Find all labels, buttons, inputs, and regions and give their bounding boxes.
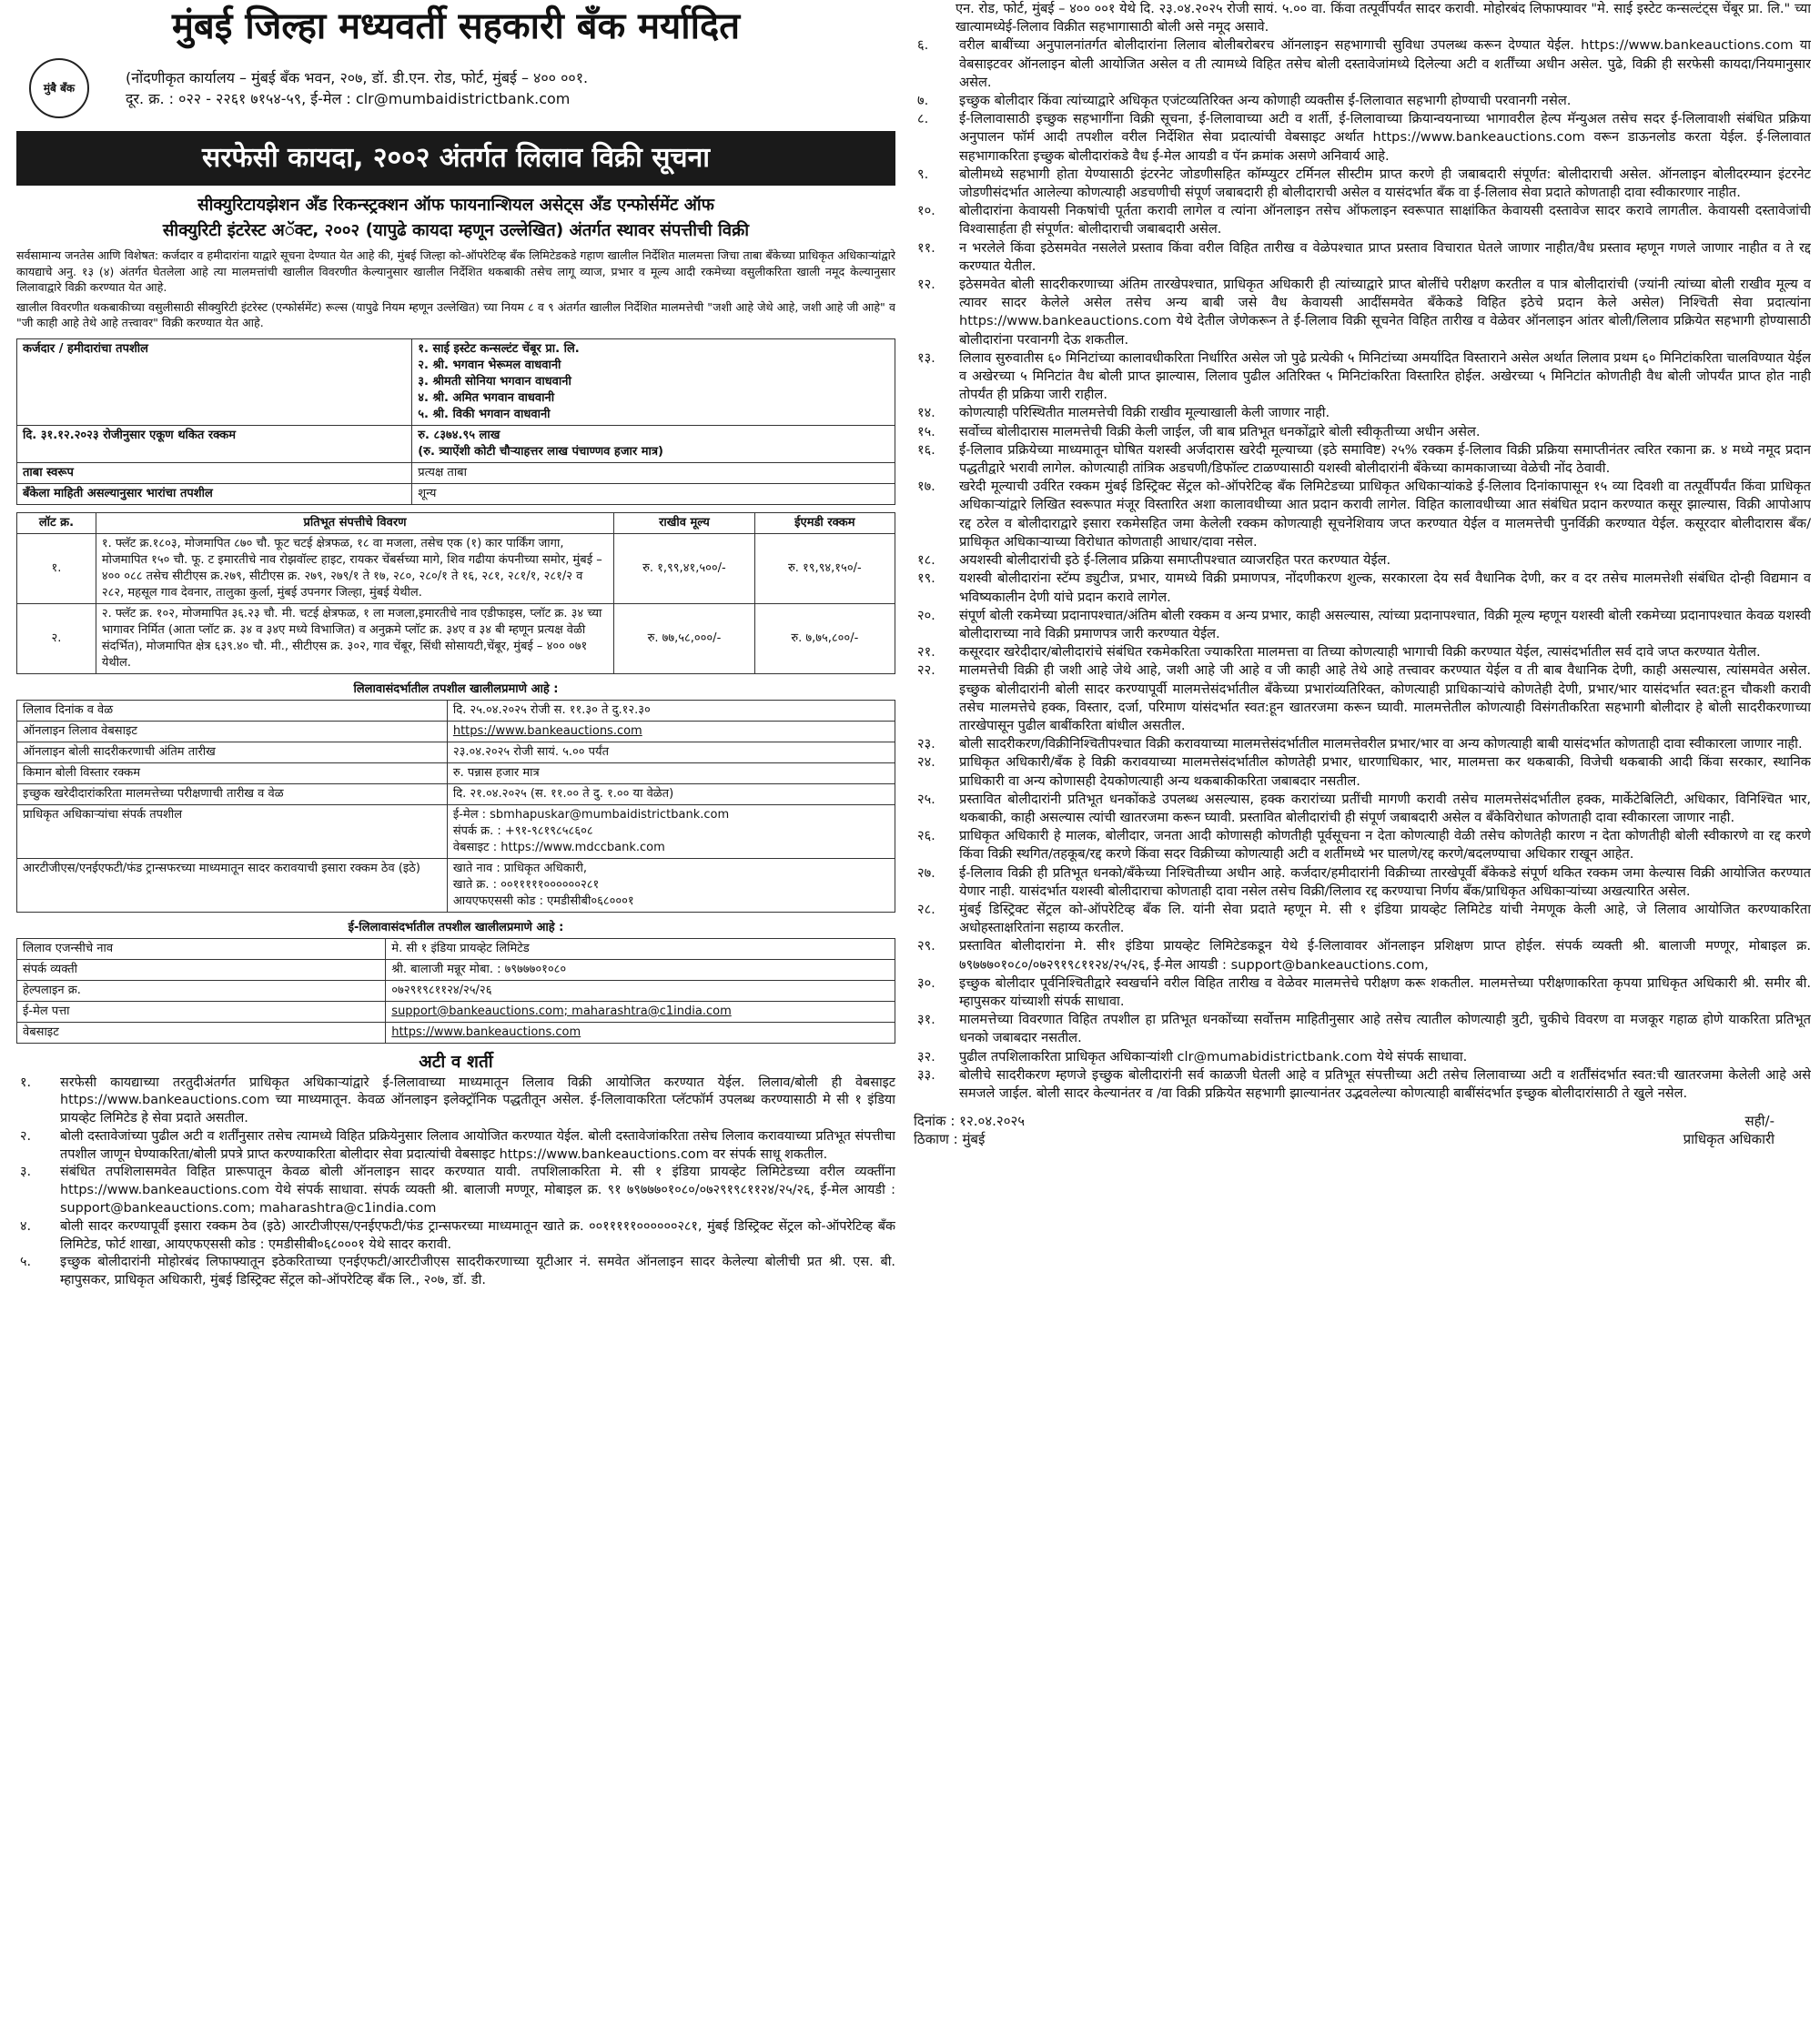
term-number: ८.: [917, 111, 929, 127]
notice-date: दिनांक : १२.०४.२०२५: [914, 1113, 1026, 1130]
subheading-line: सीक्युरिटी इंटरेस्ट अॅक्ट, २००२ (यापुढे कायदा म्हणून उल्लेखित) अंतर्गत स्थावर संपत्तीची विक्री: [162, 221, 750, 240]
dues-words: (रु. त्र्याऐंशी कोटी चौऱ्याहत्तर लाख पंचाण्णव हजार मात्र): [418, 444, 663, 459]
officer-phone: संपर्क क्र. : +९१-९८१९८५८६०८: [452, 823, 593, 838]
list-item: [914, 753, 1811, 790]
auction-details-table: [16, 700, 895, 913]
lot-number: २.: [17, 603, 96, 673]
detail-label: किमान बोली विस्तार रक्कम: [17, 762, 448, 783]
term-text: इठेसमवेत बोली सादरीकरणाच्या अंतिम तारखेपश्चात, प्राधिकृत अधिकारी ही त्यांच्याद्वारे प्राप्त बोलींचे परीक्षण करतील व पात्र बोलीदारांची (ज्यांनी त्यांच्या बोली राखीव मूल्य व त्यावर सादर केलेले असेल तसेच अन्य बाबी जसे वैध केवायसी आदींसमवेत बँकेकडे विहित इठेचे प्रदान केले असेल) निश्चिती सेवा प्रदात्यांना https://www.bankeauctions.com येथे देतील जेणेकरून ते ई-लिलाव विक्री सूचनेत विहित तारीख व वेळेवर ऑनलाइन आंतर बोली/लिलाव प्रक्रियेत सहभागी होण्यासाठी बोलीदारांना परवानगी देऊ शकतील.: [959, 277, 1811, 348]
left-column: [16, 0, 895, 2039]
registered-address: (नोंदणीकृत कार्यालय – मुंबई बँक भवन, २०७, डॉ. डी.एन. रोड, फोर्ट, मुंबई – ४०० ००१.: [126, 69, 589, 86]
subheading-line: सीक्युरिटायझेशन अँड रिकन्स्ट्रक्शन ऑफ फायनान्शियल असेट्स अँड एन्फोर्समेंट ऑफ: [197, 196, 714, 215]
borrower-name: ४. श्री. अमित भगवान वाधवानी: [418, 390, 555, 405]
detail-value: रु. पन्नास हजार मात्र: [447, 762, 895, 783]
table-row: [17, 938, 895, 959]
term-number: ३०.: [917, 974, 935, 991]
list-item: [914, 1048, 1811, 1066]
list-item: [914, 735, 1811, 753]
term-text: प्रस्तावित बोलीदारांना मे. सी१ इंडिया प्रायव्हेट लिमिटेडकडून येथे ई-लिलावावर ऑनलाइन प्रशिक्षण प्राप्त होईल. संपर्क व्यक्ती श्री. बालाजी मण्णूर, मोबाइल क्र. ७९७७७०१०८०/०७२९१९८११२४/२५/२६, ई-मेल आयडी : support@bankeauctions.com,: [959, 938, 1811, 973]
bank-name: मुंबई जिल्हा मध्यवर्ती सहकारी बँक मर्यादित: [172, 5, 740, 47]
eauction-details-table: [16, 938, 895, 1044]
list-item: [914, 937, 1811, 974]
list-item: [16, 1254, 895, 1290]
detail-label: संपर्क व्यक्ती: [17, 959, 386, 980]
borrower-table: [16, 338, 895, 505]
list-item: [914, 202, 1811, 238]
term-number: १६.: [917, 441, 935, 458]
list-item: [914, 827, 1811, 863]
term-number: १८.: [917, 552, 935, 569]
table-row: [17, 483, 895, 504]
list-item: [914, 1066, 1811, 1103]
term-number: ३३.: [917, 1066, 935, 1083]
list-item: [16, 1218, 895, 1255]
list-item: [914, 36, 1811, 92]
emd-amount: रु. १९,९४,१५०/-: [754, 533, 895, 603]
detail-value: मे. सी १ इंडिया प्रायव्हेट लिमिटेड: [386, 938, 895, 959]
terms-list-left: [16, 1075, 895, 1291]
term-text: वरील बाबींच्या अनुपालनांतर्गत बोलीदारांना लिलाव बोलीबरोबरच ऑनलाइन सहभागाची सुविधा उपलब्ध करून देण्यात येईल. https://www.bankeauctions.com या वेबसाइटवर ऑनलाइन बोली आयोजित असेल व ती त्यामध्ये विहित तसेच बोली दस्तावेजांमध्ये दिलेल्या अटी व शर्तींच्या अधीन असेल. पुढे, विक्री ही सरफेसी कायदा/नियमानुसार असेल.: [959, 37, 1811, 90]
dues-label: दि. ३१.१२.२०२३ रोजीनुसार एकूण थकित रक्कम: [17, 425, 412, 462]
term-text: कोणत्याही परिस्थितीत मालमत्तेची विक्री राखीव मूल्याखाली केली जाणार नाही.: [959, 405, 1330, 421]
table-row: [17, 462, 895, 483]
term-text: बोलीमध्ये सहभागी होता येण्यासाठी इंटरनेट जोडणीसहित कॉम्प्युटर टर्मिनल सीस्टीम प्राप्त करणे ही जबाबदारी संपूर्णत: बोलीदाराची असेल. ऑनलाइन बोलीदरम्यान इंटरनेट जोडणीसंदर्भात आलेल्या कोणत्याही अडचणीची संपूर्ण जबाबदारी ही बोलीदाराची असेल व यासंदर्भात बँक वा ई-लिलाव सेवा प्रदाते कोणताही दावा स्वीकारणार नाहीत.: [959, 166, 1811, 201]
authorized-officer: प्राधिकृत अधिकारी: [1683, 1131, 1774, 1148]
term-text: संपूर्ण बोली रकमेच्या प्रदानापश्चात/अंतिम बोली रक्कम व अन्य प्रभार, काही असल्यास, त्यांच्या प्रदानापश्चात, विक्री मूल्य म्हणून यशस्वी बोली रकमेच्या प्रदानापश्चात केवळ यशस्वी बोलीदाराच्या नावे विक्री प्रमाणपत्र जारी करण्यात येईल.: [959, 607, 1811, 641]
term-number: ६.: [917, 37, 929, 54]
list-item: [914, 974, 1811, 1011]
bank-address-block: [126, 67, 588, 109]
detail-value: ०७२९१९८११२४/२५/२६: [386, 980, 895, 1001]
rtgs-label: आरटीजीएस/एनईएफटी/फंड ट्रान्सफरच्या माध्यमातून सादर करावयाची इसारा रक्कम ठेव (इठे): [17, 858, 448, 912]
encumbrance-value: शून्य: [412, 483, 895, 504]
column-header: राखीव मूल्य: [614, 512, 754, 533]
term-number: १३.: [917, 349, 935, 366]
table-row: [17, 533, 895, 603]
term-text: मालमत्तेच्या विवरणात विहित तपशील हा प्रतिभूत धनकोंच्या सर्वोत्तम माहितीनुसार आहे तसेच त्यातील कोणत्याही त्रुटी, चुकीचे विवरण वा मजकूर गहाळ होणे याकरिता प्रतिभूत धनको जबाबदार नसतील.: [959, 1012, 1811, 1046]
borrower-name: २. श्री. भगवान भेरूमल वाधवानी: [418, 358, 561, 372]
term-number: १०.: [917, 203, 935, 219]
notice-footer: [914, 1112, 1811, 1148]
term-text: कसूरदार खरेदीदार/बोलीदारांचे संबंधित रकमेकरिता ज्याकरिता मालमत्ता वा तिच्या कोणत्याही भागाची विक्री करण्यात येईल, त्यासंदर्भातील सर्व दावे जप्त करण्यात येतील.: [959, 644, 1761, 661]
list-item: [914, 791, 1811, 827]
signature: सही/-: [1744, 1113, 1774, 1130]
term-text: न भरलेले किंवा इठेसमवेत नसलेले प्रस्ताव किंवा वरील विहित तारीख व वेळेपश्चात प्राप्त प्रस्ताव विचारात घेतले जाणार नाहीत/वैध प्रस्ताव म्हणून गणले जाणार नाहीत व ते रद्द करण्यात येतील.: [959, 239, 1811, 274]
term-number: ३१.: [917, 1012, 935, 1028]
term-text: प्राधिकृत अधिकारी/बँक हे विक्री करावयाच्या मालमत्तेसंदर्भातील कोणतेही प्रभार, धारणाधिकार, भार, मालमत्ता कर थकबाकी, विजेची थकबाकी आदी किंवा सरकार, स्थानिक प्राधिकारी वा अन्य कोणासही देयकोणत्याही अन्य थकबाकीकरिता जबाबदार नसतील.: [959, 754, 1811, 789]
list-item: [16, 1164, 895, 1217]
table-row: [17, 742, 895, 762]
term-number: २०.: [917, 607, 935, 623]
table-row: [17, 338, 895, 425]
term-text: सर्वोच्च बोलीदारास मालमत्तेची विक्री केली जाईल, जी बाब प्रतिभूत धनकोंद्वारे बोली स्वीकृतीच्या अधीन असेल.: [959, 423, 1481, 439]
lots-table: [16, 512, 895, 674]
list-item: [16, 1075, 895, 1128]
list-item: [914, 570, 1811, 606]
footer-left: [914, 1112, 1025, 1148]
term-number: १२.: [917, 277, 935, 293]
table-row: [17, 1001, 895, 1022]
term-number: २१.: [917, 644, 935, 661]
possession-value: प्रत्यक्ष ताबा: [412, 462, 895, 483]
term-text: प्राधिकृत अधिकारी हे मालक, बोलीदार, जनता आदी कोणासही कोणतीही पूर्वसूचना न देता कोणत्याही वेळी तसेच कोणतेही कारण न देता कोणतीही बोली स्वीकारणे वा रद्द करणे किंवा विक्री स्थगित/तहकूब/रद्द करणे किंवा सदर विक्रीच्या कोणत्याही अटी व शर्तीमध्ये भर घालणे/रद्द करणे/बदलण्याचा अधिकार राखून आहेत.: [959, 828, 1811, 863]
term-text: संबंधित तपशिलासमवेत विहित प्रारूपातून केवळ बोली ऑनलाइन सादर करण्यात यावी. तपशिलाकरिता मे. सी १ इंडिया प्रायव्हेट लिमिटेडच्या वरील व्यक्तींना https://www.bankeauctions.com येथे संपर्क साधावा. संपर्क व्यक्ती श्री. बालाजी मण्णूर, मोबाइल क्र. ९१ ७९७७७०१०८०/०७२९१९८११२४/२५/२६, ई-मेल आयडी : support@bankeauctions.com; maharashtra@c1india.com: [60, 1165, 895, 1216]
term-number: २५.: [917, 791, 935, 807]
term-number: ४.: [20, 1218, 32, 1234]
table-header-row: [17, 512, 895, 533]
term-number: १४.: [917, 405, 935, 421]
term-text: यशस्वी बोलीदारांना स्टॅम्प ड्युटीज, प्रभार, यामध्ये विक्री प्रमाणपत्र, नोंदणीकरण शुल्क, सरकारला देय सर्व वैधानिक देणी, कर व दर तसेच मालमत्तेशी संबंधित दोन्ही विद्यमान व भविष्यकालीन देणी यांचे प्रदान करावे लागेल.: [959, 570, 1811, 605]
agency-website-link[interactable]: https://www.bankeauctions.com: [386, 1022, 895, 1043]
officer-website[interactable]: वेबसाइट : https://www.mdccbank.com: [452, 840, 665, 854]
list-item: [914, 1011, 1811, 1047]
detail-label: इच्छुक खरेदीदारांकरिता मालमत्तेच्या परीक्षणाची तारीख व वेळ: [17, 783, 448, 804]
intro-paragraph: सर्वसामान्य जनतेस आणि विशेषत: कर्जदार व हमीदारांना याद्वारे सूचना देण्यात येत आहे की, मुंबई जिल्हा को-ऑपरेटिव्ह बँक लिमिटेडकडे गहाण खालील निर्देशित मालमत्ता जिचा ताबा बँकेच्या प्राधिकृत अधिकाऱ्यांद्वारे कायद्याचे अनु. १३ (४) अंतर्गत घेतलेला आहे त्या मालमत्तांची खालील विवरणीत केल्यानुसार खालील निर्देशित थकबाकी तसेच लागू व्याज, प्रभार व मूल्य आदी रकमेच्या वसुलीकरिता खाली नमूद केल्यानुसार लिलावाद्वारे विक्री करण्यात येत आहे.: [16, 248, 895, 294]
list-item: [914, 901, 1811, 937]
list-item: [914, 276, 1811, 349]
table-row: [17, 959, 895, 980]
property-description: १. फ्लॅट क्र.१८०३, मोजमापित ८७० चौ. फूट चटई क्षेत्रफळ, १८ वा मजला, तसेच एक (१) कार पार्किंग जागा, मोजमापित १५० चौ. फू. ट इमारतीचे नाव रोझवॉल्ट हाइट, रायकर चेंबर्सच्या मागे, शिव गढीया कंपनीच्या समोर, मुंबई – ४०० ०८८ तसेच सीटीएस क्र.२७९, सीटीएस क्र. २७९, २७९/१ ते १७, २८०, २८०/१ ते १६, २८१, २८१/१, २८१/२ व २८२, महसूल गाव देवनार, तालुका कुर्ला, मुंबई उपनगर जिल्हा, मुंबई येथील.: [96, 533, 613, 603]
term-text: ई-लिलावासाठी इच्छुक सहभागींना विक्री सूचना, ई-लिलावाच्या अटी व शर्ती, ई-लिलावाच्या क्रियान्वयनाच्या भागावरील हेल्प मॅन्युअल तसेच सदर ई-लिलावाशी संबंधित प्रक्रिया अनुपालन फॉर्म आदी तपशील वरील निर्देशित सेवा प्रदात्यांची वेबसाइट अर्थात https://www.bankeauctions.com वरून डाऊनलोड करता येईल. ई-लिलावात सहभागाकरिता इच्छुक बोलीदारांकडे वैध ई-मेल आयडी व पॅन क्रमांक असणे अनिवार्य आहे.: [959, 111, 1811, 164]
term-text: ई-लिलाव विक्री ही प्रतिभूत धनको/बँकेच्या निश्चितीच्या अधीन आहे. कर्जदार/हमीदारांनी विक्रीच्या तारखेपूर्वी बँकेकडे संपूर्ण थकित रक्कम जमा केल्यास विक्री आयोजित करण्यात येणार नाही. यासंदर्भात यशस्वी बोलीदाराचा कोणताही दावा नसेल तसेच विक्री/लिलाव रद्द करण्याचा निर्णय बँक/प्राधिकृत अधिकाऱ्यांच्या अखत्यारित असेल.: [959, 864, 1811, 899]
column-header: प्रतिभूत संपत्तीचे विवरण: [96, 512, 613, 533]
term-number: २७.: [917, 864, 935, 881]
borrower-name: ५. श्री. विकी भगवान वाधवानी: [418, 407, 551, 421]
list-item: [914, 551, 1811, 570]
term-number: ७.: [917, 93, 929, 109]
dues-value: रु. ८३७४.९५ लाख: [418, 428, 500, 442]
term-text: इच्छुक बोलीदारांनी मोहोरबंद लिफाफ्यातून इठेकरिताच्या एनईएफटी/आरटीजीएस सादरीकरणाच्या यूटीआर नं. समवेत ऑनलाइन सादर केलेल्या बोलीची प्रत श्री. एस. बी. म्हापुसकर, प्राधिकृत अधिकारी, मुंबई डिस्ट्रिक्ट सेंट्रल को-ऑपरेटिव्ह बँक लि., २०७, डॉ. डी.: [60, 1255, 895, 1288]
bank-contact: दूर. क्र. : ०२२ - २२६१ ७१५४-५९, ई-मेल : clr@mumbaidistrictbank.com: [126, 90, 571, 107]
term-text: इच्छुक बोलीदार पूर्वनिश्चितीद्वारे स्वखर्चाने वरील विहित तारीख व वेळेवर मालमत्तेचे परीक्षण करू शकतील. मालमत्तेच्या परीक्षणाकरिता कृपया प्राधिकृत अधिकारी श्री. समीर बी. म्हापुसकर यांच्याशी संपर्क साधावा.: [959, 974, 1811, 1009]
detail-label: हेल्पलाइन क्र.: [17, 980, 386, 1001]
terms-title: अटी व शर्ती: [419, 1051, 493, 1072]
term-number: ३.: [20, 1165, 32, 1180]
notice-subheading: [16, 193, 895, 244]
list-item: [914, 239, 1811, 276]
term-text: बोली सादर करण्यापूर्वी इसारा रक्कम ठेव (इठे) आरटीजीएस/एनईएफटी/फंड ट्रान्सफरच्या माध्यमातून खाते क्र. ००१११११००००००२८१, मुंबई डिस्ट्रिक्ट सेंट्रल को-ऑपरेटिव्ह बँक लिमिटेड, फोर्ट शाखा, आयएफएससी कोड : एमडीसीबी०६८०००१ येथे सादर करावी.: [60, 1218, 895, 1252]
list-item: [914, 110, 1811, 166]
term-text: खरेदी मूल्याची उर्वरित रक्कम मुंबई डिस्ट्रिक्ट सेंट्रल को-ऑपरेटिव्ह बँक लिमिटेडच्या प्राधिकृत अधिकाऱ्यांकडे ई-लिलाव दिनांकापासून १५ व्या दिवशी वा तत्पूर्वीपर्यंत किंवा प्राधिकृत अधिकाऱ्यांद्वारे लिखित स्वरूपात मंजूर विस्तारित अशा कालावधीच्या आत प्रदान करावी लागेल. विहित कालावधीच्या आत संबंधित प्रदान करण्यात कसूर झाल्यास, विक्री आपोआप रद्द ठरेल व बोलीदाराद्वारे इसारा रकमेसहित जमा केलेली रक्कम कोणत्याही सूचनेशिवाय जप्त करण्यात येईल व मालमत्तेची पुनर्विक्री करण्यात येईल. कसूरदार बोलीदारास बँक/प्राधिकृत अधिकाऱ्याच्या विरोधात कोणताही आधार/दावा नसेल.: [959, 479, 1811, 550]
term-text: अयशस्वी बोलीदारांची इठे ई-लिलाव प्रक्रिया समाप्तीपश्चात व्याजरहित परत करण्यात येईल.: [959, 552, 1391, 569]
term-continuation: एन. रोड, फोर्ट, मुंबई – ४०० ००१ येथे दि. २३.०४.२०२५ रोजी सायं. ५.०० वा. किंवा तत्पूर्वीपर्यंत सादर करावी. मोहोरबंद लिफाफ्यावर "मे. साई इस्टेट कन्सल्टंट्स चेंबूर प्रा. लि." च्या खात्यामध्येई-लिलाव विक्रीत सहभागासाठी बोली असे नमूद असावे.: [956, 1, 1811, 35]
table-row: [17, 721, 895, 742]
list-item: [914, 478, 1811, 551]
officer-email[interactable]: ई-मेल : sbmhapuskar@mumbaidistrictbank.com: [452, 807, 730, 822]
detail-value: दि. २५.०४.२०२५ रोजी स. ११.३० ते दु.१२.३०: [447, 700, 895, 721]
term-number: १५.: [917, 423, 935, 439]
account-number: खाते क्र. : ००१११११००००००२८१: [452, 877, 600, 892]
column-header: ईएमडी रक्कम: [754, 512, 895, 533]
table-row: [17, 1022, 895, 1043]
account-name: खाते नाव : प्राधिकृत अधिकारी,: [452, 861, 587, 875]
term-number: १७.: [917, 479, 935, 495]
table-row: [17, 783, 895, 804]
list-item: [16, 1128, 895, 1165]
footer-right: [1684, 1112, 1811, 1148]
notice-place: ठिकाण : मुंबई: [914, 1131, 986, 1148]
list-item: [914, 643, 1811, 661]
term-number: ९.: [917, 166, 929, 182]
term-text: मुंबई डिस्ट्रिक्ट सेंट्रल को-ऑपरेटिव्ह बँक लि. यांनी सेवा प्रदाते म्हणून मे. सी १ इंडिया प्रायव्हेट लिमिटेड यांची नेमणूक केली आहे, जे लिलाव आयोजित करण्याकरिता अधोहस्ताक्षरितांना सहाय्य करतील.: [959, 901, 1811, 936]
term-number: ११.: [917, 239, 935, 256]
table-row: [17, 980, 895, 1001]
officer-contact-cell: [447, 804, 895, 858]
detail-label: लिलाव एजन्सीचे नाव: [17, 938, 386, 959]
reserve-price: रु. ७७,५८,०००/-: [614, 603, 754, 673]
terms-list-right: [914, 36, 1811, 1103]
list-item: [914, 661, 1811, 735]
borrowers-list: [412, 338, 895, 425]
auction-details-caption: लिलावासंदर्भातील तपशील खालीलप्रमाणे आहे :: [353, 681, 559, 696]
detail-value: श्री. बालाजी मन्नूर मोबा. : ७९७७७०१०८०: [386, 959, 895, 980]
term-text: पुढील तपशिलाकरिता प्राधिकृत अधिकाऱ्यांशी clr@mumabidistrictbank.com येथे संपर्क साधावा.: [959, 1048, 1468, 1065]
table-row: [17, 603, 895, 673]
detail-label: वेबसाइट: [17, 1022, 386, 1043]
list-item: [914, 441, 1811, 478]
detail-value: २३.०४.२०२५ रोजी सायं. ५.०० पर्यंत: [447, 742, 895, 762]
term-text: मालमत्तेची विक्री ही जशी आहे जेथे आहे, जशी आहे जी आहे व जी काही आहे तेथे आहे तत्त्वावर करण्यात येईल व ती बाब वैधानिक देणी, काही असल्यास, त्यांसमवेत असेल. इच्छुक बोलीदारांनी बोली सादर करण्यापूर्वी मालमत्तेसंदर्भातील बँकेच्या प्रभारांव्यतिरिक्त, कोणत्याही प्राधिकाऱ्यांचे कोणतेही देणी, प्रभार/भार यासंदर्भात स्वत:हून चौकशी करावी तसेच मालमत्तेचे हक्क, विस्तार, दर्जा, परिमाण यांसंदर्भात स्वत:हून खातरजमा करून घ्यावी. मालमत्तेतील कोणत्याही विसंगतीकरिता सहभागी बोलीदार हे बोली सादरीकरणाच्या तारखेपासून पुढील बाबींकरिता बांधील असतील.: [959, 662, 1811, 733]
borrowers-label: कर्जदार / हमीदारांचा तपशील: [17, 338, 412, 425]
term-text: बोलीचे सादरीकरण म्हणजे इच्छुक बोलीदारांनी सर्व काळजी घेतली आहे व प्रतिभूत संपत्तीच्या अटी तसेच लिलावाच्या अटी व शर्तींसंदर्भात स्वत:ची खातरजमा केलेली आहे असे समजले जाईल. बोली सादर केल्यानंतर व /वा विक्री प्रक्रियेत सहभागी झाल्यानंतर उद्भवलेल्या कोणत्याही बाबींसंदर्भात इच्छुक बोलीदारांसाठी ते खुले नसेल.: [959, 1066, 1811, 1101]
table-row: [17, 804, 895, 858]
column-header: लॉट क्र.: [17, 512, 96, 533]
term-number: २३.: [917, 736, 935, 752]
term-text: बोलीदारांना केवायसी निकषांची पूर्तता करावी लागेल व त्यांना ऑनलाइन तसेच ऑफलाइन स्वरूपात साक्षांकित केवायसी दस्तावेज सादर करावे लागतील. केवायसी दस्तावेजांची विश्वासार्हता ही संपूर्णत: बोलीदाराची जबाबदारी असेल.: [959, 203, 1811, 237]
bank-logo-icon: मुंबै बँक: [29, 58, 89, 118]
eauction-details-caption: ई-लिलावासंदर्भातील तपशील खालीलप्रमाणे आहे :: [348, 920, 564, 934]
borrower-name: ३. श्रीमती सोनिया भगवान वाधवानी: [418, 374, 571, 389]
term-number: २.: [20, 1128, 32, 1144]
detail-value: दि. २१.०४.२०२५ (स. ११.०० ते दु. १.०० या वेळेत): [447, 783, 895, 804]
list-item: [914, 607, 1811, 643]
detail-label: ऑनलाइन लिलाव वेबसाइट: [17, 721, 448, 742]
reserve-price: रु. १,९९,४१,५००/-: [614, 533, 754, 603]
term-number: ५.: [20, 1255, 32, 1270]
detail-label: ई-मेल पत्ता: [17, 1001, 386, 1022]
list-item: [914, 92, 1811, 110]
notice-banner: सरफेसी कायदा, २००२ अंतर्गत लिलाव विक्री सूचना: [16, 131, 895, 186]
lot-number: १.: [17, 533, 96, 603]
officer-contact-label: प्राधिकृत अधिकाऱ्यांचा संपर्क तपशील: [17, 804, 448, 858]
table-row: [17, 425, 895, 462]
agency-email-link[interactable]: support@bankeauctions.com; maharashtra@c1india.com: [386, 1001, 895, 1022]
possession-label: ताबा स्वरूप: [17, 462, 412, 483]
term-text: सरफेसी कायद्याच्या तरतुदीअंतर्गत प्राधिकृत अधिकाऱ्यांद्वारे ई-लिलावाच्या माध्यमातून लिलाव विक्री आयोजित करण्यात येईल. लिलाव/बोली ही वेबसाइट https://www.bankeauctions.com च्या माध्यमातून. केवळ ऑनलाइन इलेक्ट्रॉनिक पद्धतीतून असेल. ई-लिलावाकरिता प्लॅटफॉर्म उपलब्ध करण्यासाठी मे सी १ इंडिया प्रायव्हेट लिमिटेड हे सेवा प्रदाते असतील.: [60, 1075, 895, 1126]
term-number: २४.: [917, 754, 935, 771]
term-number: १९.: [917, 570, 935, 587]
term-text: प्रस्तावित बोलीदारांनी प्रतिभूत धनकोंकडे उपलब्ध असल्यास, हक्क करारांच्या प्रतींची मागणी करावी तसेच मालमत्तेसंदर्भातील हक्क, मार्केटेबिलिटी, अधिकार, विनिश्चित भार, थकबाकी, काही असल्यास त्यांची खातरजमा करून घ्यावी. प्रस्तावित बोलीदारांची ही संपूर्ण जबाबदारी असेल व बँकेविरोधात कोणताही दावा स्वीकारला जाणार नाही.: [959, 791, 1811, 825]
term-text: ई-लिलाव प्रक्रियेच्या माध्यमातून घोषित यशस्वी अर्जदारास खरेदी मूल्याच्या (इठे समाविष्ट) २५% रक्कम ई-लिलाव विक्री प्रक्रिया समाप्तीनंतर त्वरित रकाना क्र. ४ मध्ये नमूद प्रदान पद्धतीद्वारे भरावी लागेल. कोणत्याही तांत्रिक अडचणी/डिफॉल्ट टाळण्यासाठी यशस्वी बोलीदारांनी बँकेच्या कामकाजाच्या वेळेची नोंद ठेवावी.: [959, 441, 1811, 477]
term-text: बोली सादरीकरण/विक्रीनिश्चितीपश्चात विक्री करावयाच्या मालमत्तेसंदर्भातील मालमत्तेवरील प्रभार/भार वा अन्य कोणत्याही बाबी यासंदर्भात कोणताही दावा स्वीकारला जाणार नाही.: [959, 736, 1803, 752]
detail-label: लिलाव दिनांक व वेळ: [17, 700, 448, 721]
term-number: २९.: [917, 938, 935, 954]
header-row: [16, 58, 895, 118]
list-item: [914, 166, 1811, 202]
term-number: २८.: [917, 901, 935, 917]
list-item: [914, 864, 1811, 901]
term-number: २६.: [917, 828, 935, 844]
list-item: [914, 404, 1811, 422]
term-number: २२.: [917, 662, 935, 679]
dues-cell: [412, 425, 895, 462]
list-item: [914, 423, 1811, 441]
borrower-name: १. साई इस्टेट कन्सल्टंट चेंबूर प्रा. लि.: [418, 341, 580, 356]
term-number: १.: [20, 1075, 32, 1090]
table-row: [17, 858, 895, 912]
emd-amount: रु. ७,७५,८००/-: [754, 603, 895, 673]
list-item: [914, 349, 1811, 405]
encumbrance-label: बँकेला माहिती असल्यानुसार भारांचा तपशील: [17, 483, 412, 504]
detail-label: ऑनलाइन बोली सादरीकरणाची अंतिम तारीख: [17, 742, 448, 762]
intro-paragraph: खालील विवरणीत थकबाकीच्या वसुलीसाठी सीक्युरिटी इंटरेस्ट (एन्फोर्समेंट) रूल्स (यापुढे नियम म्हणून उल्लेखित) च्या नियम ८ व ९ अंतर्गत खालील निर्देशित मालमत्तेची "जशी आहे जेथे आहे, जशी आहे जी आहे" व "जी काही आहे तेथे आहे तत्त्वावर" विक्री करण्यात येत आहे.: [16, 299, 895, 329]
property-description: २. फ्लॅट क्र. १०२, मोजमापित ३६.२३ चौ. मी. चटई क्षेत्रफळ, १ ला मजला,इमारतीचे नाव एडीफाइस, प्लॉट क्र. ३४ च्या भागावर निर्मित (आता प्लॉट क्र. ३४ व ३४ए मध्ये विभाजित) व अनुक्रमे प्लॉट क्र. ३४ए व ३४ बी म्हणून प्रत्यक्ष वेळी संदर्भित), मोजमापित क्षेत्र ६३९.४० चौ. मी., सीटीएस क्र. ३०२, गाव चेंबूर, सिंधी सोसायटी,चेंबूर, मुंबई – ४०० ०७१ येथील.: [96, 603, 613, 673]
table-row: [17, 762, 895, 783]
term-text: इच्छुक बोलीदार किंवा त्यांच्याद्वारे अधिकृत एजंटव्यतिरिक्त अन्य कोणाही व्यक्तीस ई-लिलावात सहभागी होण्याची परवानगी नसेल.: [959, 93, 1572, 109]
table-row: [17, 700, 895, 721]
term-number: ३२.: [917, 1048, 935, 1065]
term-text: बोली दस्तावेजांच्या पुढील अटी व शर्तींनुसार तसेच त्यामध्ये विहित प्रक्रियेनुसार लिलाव आयोजित करण्यात येईल. बोली दस्तावेजांकरिता तसेच लिलाव करावयाच्या प्रतिभूत संपत्तीचा तपशील जाणून घेण्याकरिता/बोली प्रपत्रे प्राप्त करण्याकरिता बोलीदार सेवा प्रदात्यांची वेबसाइट https://www.bankeauctions.com वर संपर्क साधू शकतील.: [60, 1128, 895, 1162]
right-column: [914, 0, 1811, 2039]
rtgs-cell: [447, 858, 895, 912]
term-text: लिलाव सुरुवातीस ६० मिनिटांच्या कालावधीकरिता निर्धारित असेल जो पुढे प्रत्येकी ५ मिनिटांच्या अमर्यादित विस्ताराने असेल अर्थात लिलाव प्रथम ६० मिनिटांकरिता चालविण्यात येईल व अखेरच्या ५ मिनिटांत वैध बोली प्राप्त झाल्यास, लिलाव पुढील अतिरिक्त ५ मिनिटांकरिता विस्तारित होईल. अखेरच्या ५ मिनिटांत कोणतीही वैध बोली जोपर्यंत प्राप्त होत नाही तोपर्यंत ही प्रक्रिया जारी राहील.: [959, 349, 1811, 403]
ifsc-code: आयएफएससी कोड : एमडीसीबी०६८०००१: [452, 893, 634, 908]
auction-website-link[interactable]: https://www.bankeauctions.com: [447, 721, 895, 742]
